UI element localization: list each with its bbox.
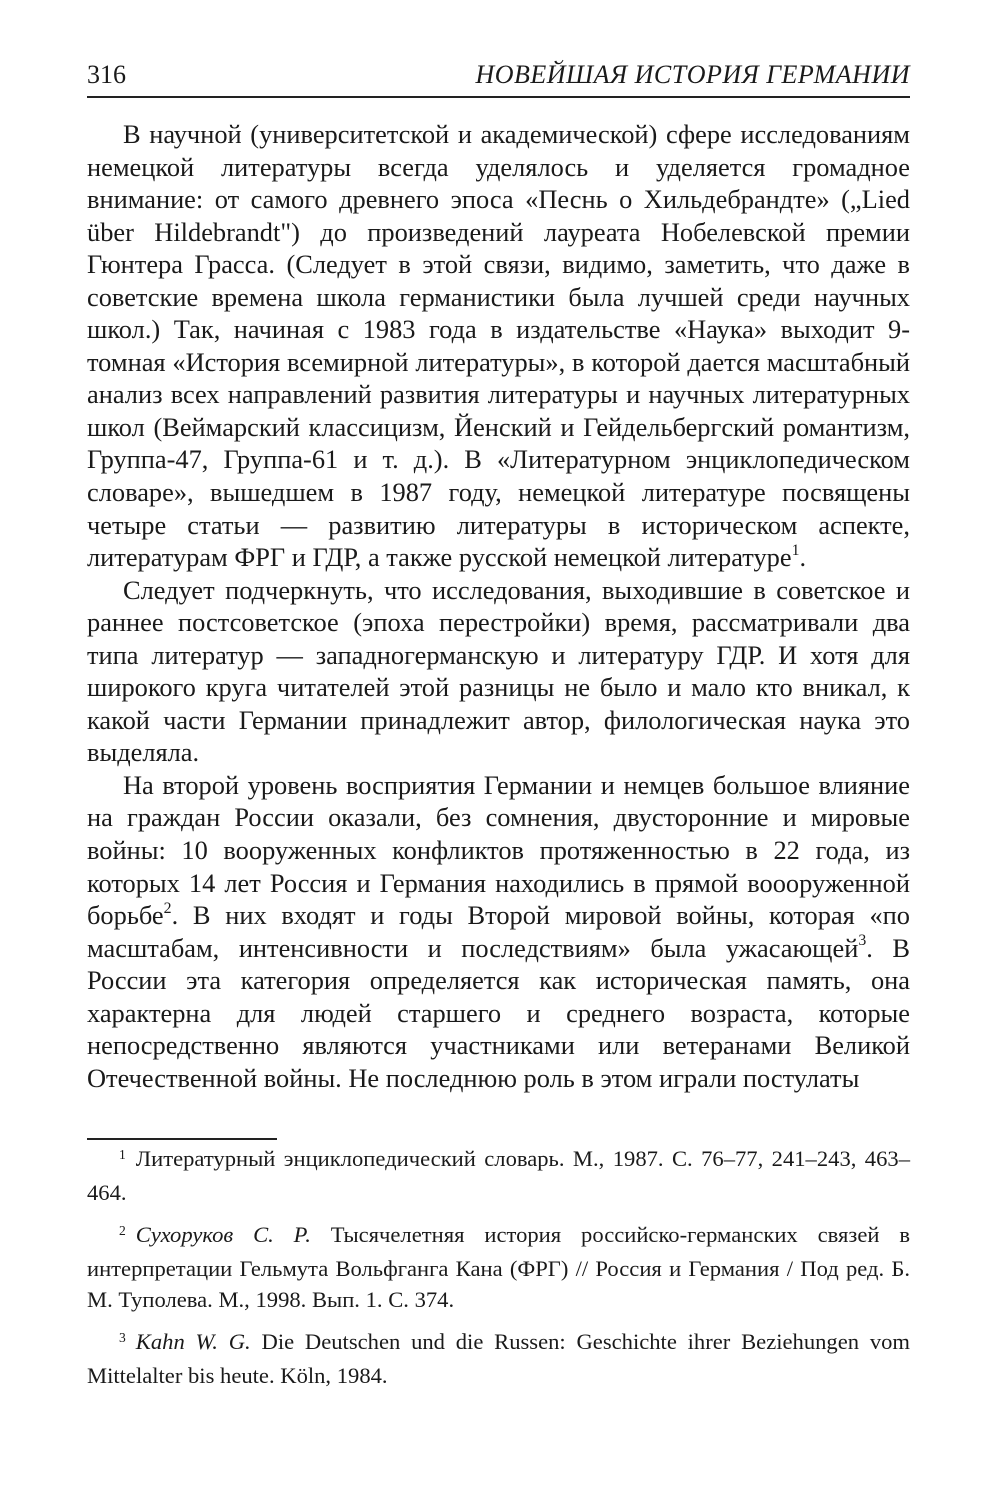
footnote-author: Сухоруков С. Р. [135, 1222, 311, 1247]
paragraph-1-tail: . [799, 542, 807, 573]
paragraph-3-text-mid: . В них входят и годы Второй мировой войны, которая «по масштабам, интенсивности и последствиям» была ужасающей [87, 900, 910, 963]
paragraph-3 [87, 769, 910, 1094]
paragraph-3-text-end: . В России эта категория определяется как историческая память, она характерна для людей старшего и среднего возраста, которые непосредственно являются участниками или ветеранами Великой Отечественной войны. Не последнюю роль в этом играли постулаты [87, 932, 910, 1093]
paragraph-3-text: На второй уровень восприятия Германии и немцев большое влияние на граждан России оказали, без сомнения, двусторонние и мировые войны: 10 вооруженных конфликтов протяженностью в 22 года, из которых 14 лет Россия и Германия находились в прямой воооруженной борьбе [87, 769, 910, 931]
footnote-number: 1 [119, 1146, 126, 1162]
paragraph-1-text: В научной (университетской и академической) сфере исследованиям немецкой литературы всегда уделялось и уделяется громадное внимание: от самого древнего эпоса «Песнь о Хильдебрандте» („Lied über Hildebrandt") до произведений лауреата Нобелевской премии Гюнтера Грасса. (Следует в этой связи, видимо, заметить, что даже в советские времена школа германистики была лучшей среди научных школ.) Так, начиная с 1983 года в издательстве «Наука» выходит 9-томная «История всемирной литературы», в которой дается масштабный анализ всех направлений развития литературы и научных литературных школ (Веймарский классицизм, Йенский и Гейдельбергский романтизм, Группа-47, Группа-61 и т. д.). В «Литературном энциклопедическом словаре», вышедшем в 1987 году, немецкой литературе посвящены четыре статьи — развитию литературы в историческом аспекте, литературам ФРГ и ГДР, а также русской немецкой литературе [87, 119, 910, 573]
footnote-text: Литературный энциклопедический словарь. М., 1987. С. 76–77, 241–243, 463–464. [87, 1146, 910, 1205]
main-text [87, 118, 910, 1094]
footnote-number: 2 [119, 1222, 126, 1238]
paragraph-2-text: Следует подчеркнуть, что исследования, выходившие в советское и раннее постсоветское (эпоха перестройки) время, рассматривали два типа литератур — западногерманскую и литературу ГДР. И хотя для широкого круга читателей этой разницы не было и мало кто вникал, к какой части Германии принадлежит автор, филологическая наука это выделяла. [87, 574, 910, 768]
paragraph-1 [87, 118, 910, 574]
running-head [87, 52, 910, 98]
footnote-3 [87, 1326, 910, 1391]
footnote-separator [87, 1138, 277, 1140]
page-number: 316 [87, 60, 126, 89]
footnote-ref-1: 1 [791, 541, 800, 559]
footnote-author: Kahn W. G. [135, 1329, 251, 1354]
footnote-ref-3: 3 [858, 932, 867, 950]
book-page [87, 0, 910, 1499]
footnote-1 [87, 1143, 910, 1208]
footnote-text: Die Deutschen und die Russen: Geschichte ihrer Beziehungen vom Mittelalter bis heute. Köln, 1984. [87, 1329, 911, 1388]
footnote-number: 3 [119, 1329, 126, 1345]
footnote-ref-2: 2 [163, 899, 172, 917]
footnotes [87, 1143, 910, 1402]
paragraph-2 [87, 574, 910, 769]
footnote-text: Тысячелетняя история российско-германских связей в интерпретации Гельмута Вольфганга Кана (ФРГ) // Россия и Германия / Под ред. Б. М. Туполева. М., 1998. Вып. 1. С. 374. [87, 1222, 910, 1312]
footnote-2 [87, 1219, 910, 1315]
running-title: НОВЕЙШАЯ ИСТОРИЯ ГЕРМАНИИ [475, 60, 910, 89]
